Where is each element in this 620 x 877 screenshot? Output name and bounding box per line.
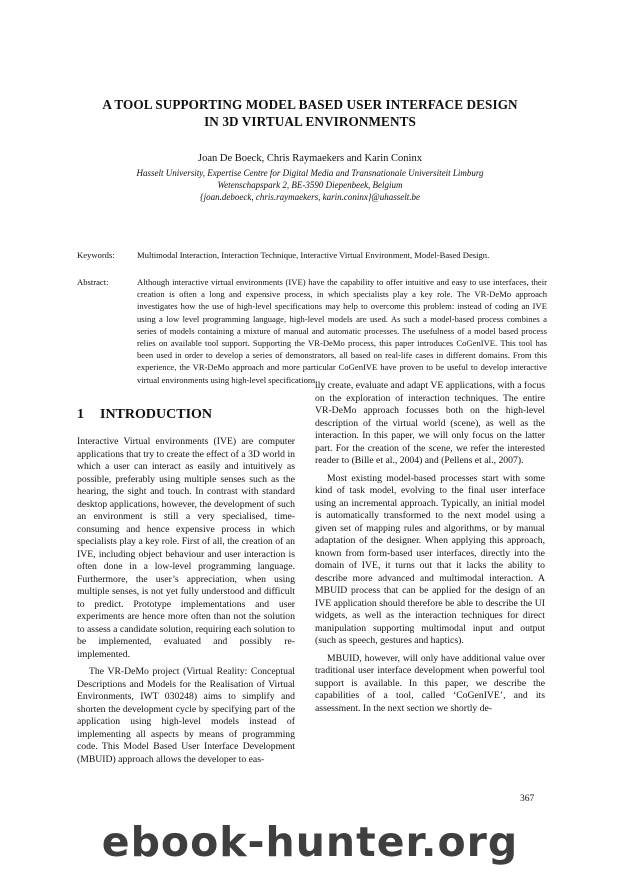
affiliation-emails: {joan.deboeck, chris.raymaekers, karin.coninx}@uhasselt.be — [200, 192, 420, 202]
right-column — [315, 380, 545, 715]
paper-authors: Joan De Boeck, Chris Raymaekers and Karin Coninx — [198, 153, 422, 164]
body-paragraph: ily create, evaluate and adapt VE applications, with a focus on the exploration of interaction techniques. The entire VR-DeMo approach focusses both on the high-level description of the virtual world (scene), as well as the interaction. In this paper, we will only focus on the latter part. For the creation of the scene, we refer the interested reader to (Bille et al., 2004) and (Pellens et al., 2007). — [315, 380, 545, 466]
paper-title — [60, 96, 560, 130]
left-column — [77, 436, 295, 766]
section-title: INTRODUCTION — [100, 407, 213, 422]
affiliation-line-2: Wetenschapspark 2, BE-3590 Diepenbeek, Belgium — [217, 180, 403, 190]
abstract-text: Although interactive virtual environments (IVE) have the capability to offer intuitive and easy to use interfaces, their creation is often a long and expensive process, in which specialists play a key role. The VR-DeMo approach investigates how the use of high-level specifications may help to overcome this problem: instead of coding an IVE using a low level programming language, high-level models are used. As such a model-based process combines a series of models containing a mixture of manual and automatic processes. The usefulness of a model based process relies on available tool support. Supporting the VR-DeMo process, this paper introduces CoGenIVE. This tool has been used in order to develop a series of demonstrators, all based on real-life cases in different domains. From this experience, the VR-DeMo approach and more particular CoGenIVE have proven to be useful to develop interactive virtual environments using high-level specifications. — [137, 277, 547, 385]
body-paragraph: Interactive Virtual environments (IVE) are computer applications that try to create the effect of a 3D world in which a user can interact as easily and intuitively as possible, preferably using multiple senses such as the hearing, the sight and touch. In contrast with standard desktop applications, however, the development of such an environment is still a very specialised, time-consuming and hence expensive process in which specialists play a key role. First of all, the creation of an IVE, including object behaviour and user interaction is often done in a low-level programming language. Furthermore, the user’s appreciation, when using multiple senses, is not yet fully understood and difficult to predict. Prototype implementations and user experiments are hence more often than not the solution to assess a candidate solution, requiring each solution to be implemented, evaluated and possibly re-implemented. — [77, 436, 295, 660]
body-paragraph: MBUID, however, will only have additional value over traditional user interface development when powerful tool support is available. In this paper, we describe the capabilities of a tool, called ‘CoGenIVE’, and its assessment. In the next section we shortly de- — [315, 652, 545, 714]
body-paragraph: Most existing model-based processes start with some kind of task model, evolving to the final user interface using an incremental approach. Typically, an initial model is automatically transformed to the next model using a given set of mapping rules and algorithms, or by manual adaptation of the designer. When applying this approach, known from form-based user interfaces, directly into the domain of IVE, it turns out that it lacks the ability to describe more advanced and multimodal interaction. A MBUID process that can be applied for the design of an IVE application should therefore be able to describe the UI widgets, as well as the interaction techniques for direct manipulation supporting multimodal input and output (such as speech, gestures and haptics). — [315, 472, 545, 646]
abstract-label: Abstract: — [77, 277, 109, 287]
paper-title-line-2: IN 3D VIRTUAL ENVIRONMENTS — [204, 114, 416, 129]
body-paragraph: The VR-DeMo project (Virtual Reality: Conceptual Descriptions and Models for the Realisation of Virtual Environments, IWT 030248) aims to simplify and shorten the development cycle by specifying part of the application using high-level models instead of implementing all aspects by means of programming code. This Model Based User Interface Development (MBUID) approach allows the developer to eas- — [77, 666, 295, 765]
section-heading — [77, 406, 212, 424]
paper-title-line-1: A TOOL SUPPORTING MODEL BASED USER INTERFACE DESIGN — [102, 97, 518, 112]
page-number: 367 — [520, 794, 535, 804]
affiliation-line-1: Hasselt University, Expertise Centre for Digital Media and Transnationale Universiteit Limburg — [136, 168, 484, 178]
section-number: 1 — [77, 407, 84, 422]
keywords-label: Keywords: — [77, 250, 115, 260]
watermark-text: ebook-hunter.org — [101, 818, 519, 866]
keywords-text: Multimodal Interaction, Interaction Technique, Interactive Virtual Environment, Model-Based Design. — [137, 250, 490, 260]
paper-affiliation — [60, 167, 560, 203]
